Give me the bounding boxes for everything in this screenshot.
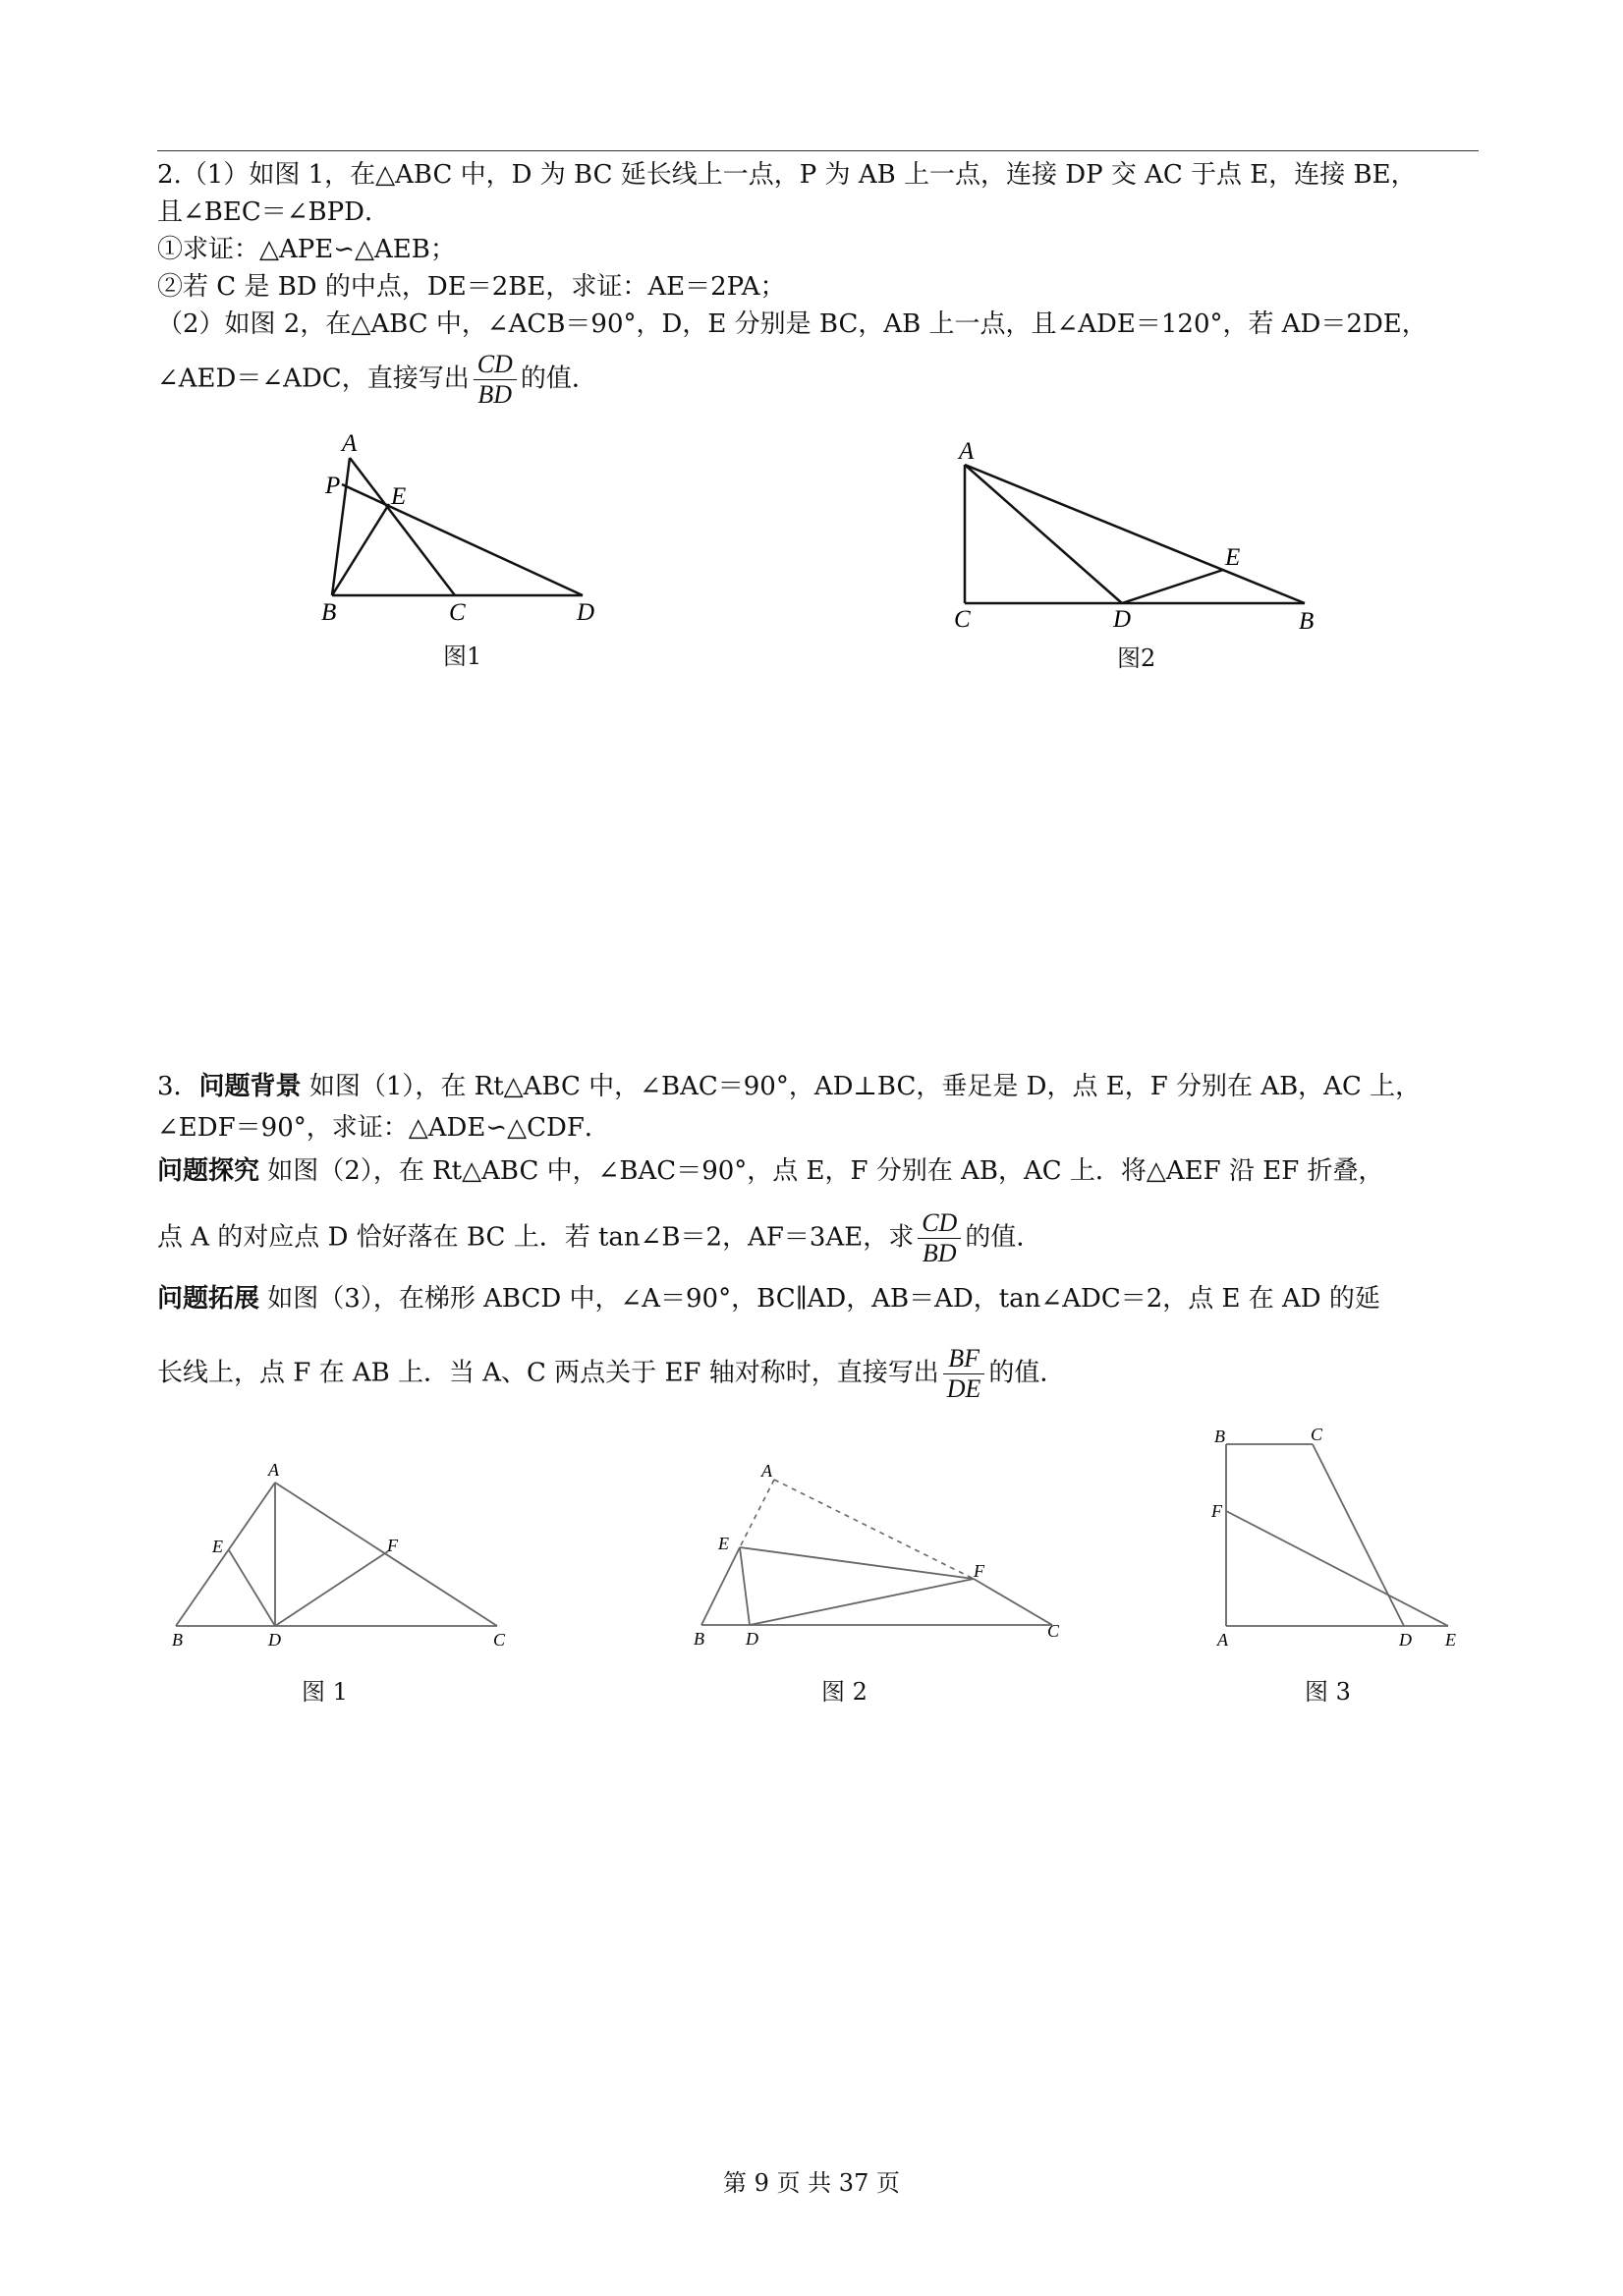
q3-heading-explore: 问题探究 — [157, 1156, 260, 1186]
q2-line-1: 2.（1）如图 1，在△ABC 中，D 为 BC 延长线上一点，P 为 AB 上一点，连接 DP 交 AC 于点 E，连接 BE， — [157, 160, 1417, 190]
page-footer: 第 9 页 共 37 页 — [723, 2169, 900, 2197]
q2-line-5: （2）如图 2，在△ABC 中，∠ACB＝90°，D，E 分别是 BC，AB 上一点，且∠ADE＝120°，若 AD＝2DE， — [157, 309, 1427, 339]
q3-fig1-label-F: F — [387, 1536, 398, 1555]
q2-fig1-label-P: P — [325, 473, 341, 499]
q2-line-3: ①求证：△APE∽△AEB； — [157, 235, 456, 264]
q2-fig2-label-D: D — [1113, 606, 1132, 633]
q3-heading-background: 问题背景 — [198, 1072, 302, 1101]
q3-fraction-2-den: DE — [946, 1374, 981, 1403]
q2-fig1-label-B: B — [321, 599, 337, 626]
q2-fig1-label-A: A — [342, 430, 358, 457]
q3-line-6-pre: 长线上，点 F 在 AB 上．当 A、C 两点关于 EF 轴对称时，直接写出 — [157, 1358, 939, 1388]
q3-fig2-label-B: B — [694, 1629, 704, 1649]
q3-fig3-label-D: D — [1399, 1630, 1412, 1650]
q3-fig3-label-A: A — [1217, 1630, 1228, 1650]
q2-line-4: ②若 C 是 BD 的中点，DE＝2BE，求证：AE＝2PA； — [157, 272, 786, 302]
q2-fig2-label-B: B — [1299, 608, 1315, 635]
q3-fig2-label-A: A — [761, 1461, 772, 1481]
q2-fig2-label-C: C — [954, 606, 971, 633]
q2-fig2-caption: 图2 — [1117, 644, 1156, 672]
q3-fraction-1-num: CD — [918, 1208, 961, 1239]
q3-line-3-rest: 如图（2），在 Rt△ABC 中，∠BAC＝90°，点 E，F 分别在 AB，AC 上．将△AEF 沿 EF 折叠， — [259, 1156, 1384, 1186]
q3-fig2-caption: 图 2 — [821, 1678, 867, 1706]
q2-line-2: 且∠BEC＝∠BPD． — [157, 197, 390, 227]
q3-line-4-pre: 点 A 的对应点 D 恰好落在 BC 上．若 tan∠B＝2，AF＝3AE，求 — [157, 1222, 915, 1253]
q3-line-1-rest: 如图（1），在 Rt△ABC 中，∠BAC＝90°，AD⊥BC，垂足是 D，点 E，F 分别在 AB，AC 上， — [301, 1072, 1422, 1101]
q2-fig2-label-A: A — [959, 438, 975, 465]
q2-fig1-label-D: D — [577, 599, 595, 626]
q3-fig1-label-D: D — [268, 1630, 281, 1650]
q3-line-6-post: 的值． — [988, 1358, 1066, 1388]
q3-fig1-label-B: B — [172, 1630, 183, 1650]
q3-fig1-label-A: A — [268, 1460, 279, 1480]
q3-fig3-label-E: E — [1445, 1630, 1456, 1650]
q3-fig2-label-D: D — [746, 1629, 758, 1649]
q2-fig1-label-E: E — [391, 483, 407, 510]
q3-fraction-2-num: BF — [943, 1344, 985, 1374]
q3-fig3-label-B: B — [1214, 1427, 1225, 1446]
q2-line-6-pre: ∠AED＝∠ADC，直接写出 — [157, 364, 470, 394]
q3-fig2-label-E: E — [718, 1534, 729, 1553]
q3-fig1-label-E: E — [212, 1537, 223, 1556]
q3-fig2-label-C: C — [1047, 1621, 1060, 1641]
q3-fig3-label-F: F — [1211, 1501, 1222, 1521]
q3-fraction-1-den: BD — [922, 1239, 957, 1267]
q2-fig1-label-C: C — [449, 599, 466, 626]
q3-heading-extend: 问题拓展 — [157, 1284, 260, 1314]
q3-line-1-num: 3． — [157, 1072, 199, 1101]
q3-fig1-label-C: C — [493, 1630, 506, 1650]
q2-fraction-den: BD — [477, 380, 513, 409]
q2-fig1-caption: 图1 — [443, 643, 482, 670]
q3-line-2: ∠EDF＝90°，求证：△ADE∽△CDF． — [157, 1113, 610, 1143]
q3-fig2-label-F: F — [974, 1561, 984, 1581]
q3-fig1-caption: 图 1 — [302, 1678, 348, 1706]
q3-line-5-rest: 如图（3），在梯形 ABCD 中，∠A＝90°，BC∥AD，AB＝AD，tan∠ADC＝2，点 E 在 AD 的延 — [259, 1284, 1380, 1314]
q3-line-4-post: 的值． — [965, 1222, 1042, 1253]
q2-fraction-num: CD — [474, 350, 517, 380]
q3-fig3-caption: 图 3 — [1305, 1678, 1351, 1706]
q2-fig2-label-E: E — [1225, 544, 1241, 571]
q2-line-6-post: 的值． — [520, 364, 597, 394]
q3-fig3-label-C: C — [1311, 1425, 1323, 1444]
